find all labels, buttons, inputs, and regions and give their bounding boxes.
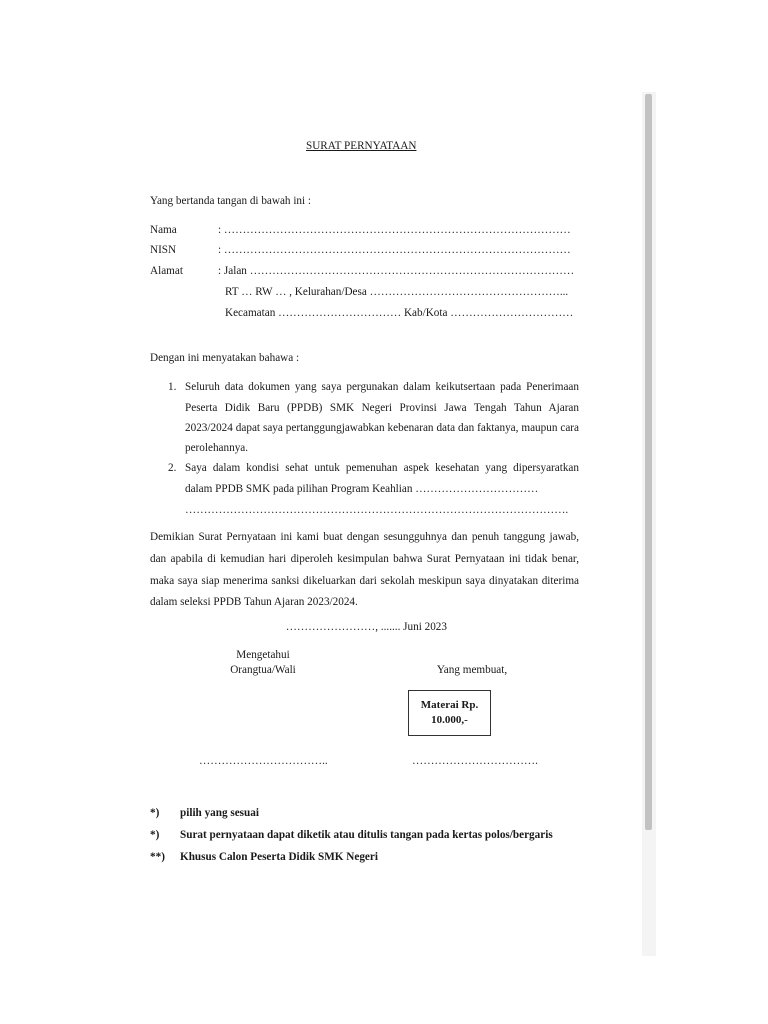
intro-text: Yang bertanda tangan di bawah ini :: [150, 195, 312, 207]
note-text: pilih yang sesuai: [180, 807, 259, 819]
field-label-nisn: NISN: [150, 244, 177, 256]
statement-line: perolehannya.: [185, 442, 249, 454]
address-line-kecamatan: Kecamatan …………………………… Kab/Kota ……………………………: [225, 307, 574, 319]
materai-amount: 10.000,-: [431, 714, 468, 726]
statement-line: Saya dalam kondisi sehat untuk pemenuhan aspek kesehatan yang dipersyaratkan: [185, 462, 579, 474]
materai-stamp-box: [408, 690, 491, 736]
statement-line: ………………………………………………………………………………………….: [185, 504, 569, 516]
materai-label: Materai Rp.: [420, 699, 479, 711]
note-mark: **): [150, 851, 165, 863]
closing-line: Demikian Surat Pernyataan ini kami buat dengan sesungguhnya dan penuh tanggung jawab,: [150, 531, 579, 543]
field-label-alamat: Alamat: [150, 265, 183, 277]
statement-number: 2.: [168, 462, 177, 474]
signature-right-dots: …………………………….: [412, 755, 538, 767]
document-title: SURAT PERNYATAAN: [306, 140, 417, 152]
signature-left-dots: ……………………………..: [199, 755, 328, 767]
statement-line: dalam PPDB SMK pada pilihan Program Keahlian ……………………………: [185, 483, 539, 495]
note-mark: *): [150, 829, 160, 841]
address-line-rt-rw: RT … RW … , Kelurahan/Desa ……………………………………………...: [225, 286, 569, 298]
field-value-nama: : …………………………………………………………………………………: [218, 224, 571, 236]
field-value-nisn: : …………………………………………………………………………………: [218, 244, 571, 256]
statement-number: 1.: [168, 381, 177, 393]
note-text: Khusus Calon Peserta Didik SMK Negeri: [180, 851, 378, 863]
date-line: ……………………, ....... Juni 2023: [285, 621, 447, 633]
note-text: Surat pernyataan dapat diketik atau ditulis tangan pada kertas polos/bergaris: [180, 829, 553, 841]
field-label-nama: Nama: [150, 224, 177, 236]
field-value-alamat: : Jalan ……………………………………………………………………………: [218, 265, 575, 277]
signature-left-role: Orangtua/Wali: [230, 664, 296, 676]
statement-line: 2023/2024 dapat saya pertanggungjawabkan kebenaran data dan faktanya, maupun cara: [185, 422, 579, 434]
statement-line: Seluruh data dokumen yang saya pergunakan dalam keikutsertaan pada Penerimaan: [185, 381, 579, 393]
closing-line: dan apabila di kemudian hari diperoleh kesimpulan bahwa Surat Pernyataan ini tidak benar,: [150, 553, 579, 565]
statement-line: Peserta Didik Baru (PPDB) SMK Negeri Provinsi Jawa Tengah Tahun Ajaran: [185, 402, 579, 414]
note-mark: *): [150, 807, 160, 819]
closing-line: dalam seleksi PPDB Tahun Ajaran 2023/2024.: [150, 596, 358, 608]
scrollbar-thumb[interactable]: [645, 94, 652, 830]
closing-line: maka saya siap menerima sanksi dikeluarkan dari sekolah meskipun saya dinyatakan diterima: [150, 575, 579, 587]
pledge-intro: Dengan ini menyatakan bahawa :: [150, 352, 300, 364]
signature-right-role: Yang membuat,: [436, 664, 508, 676]
signature-left-heading: Mengetahui: [236, 649, 290, 661]
